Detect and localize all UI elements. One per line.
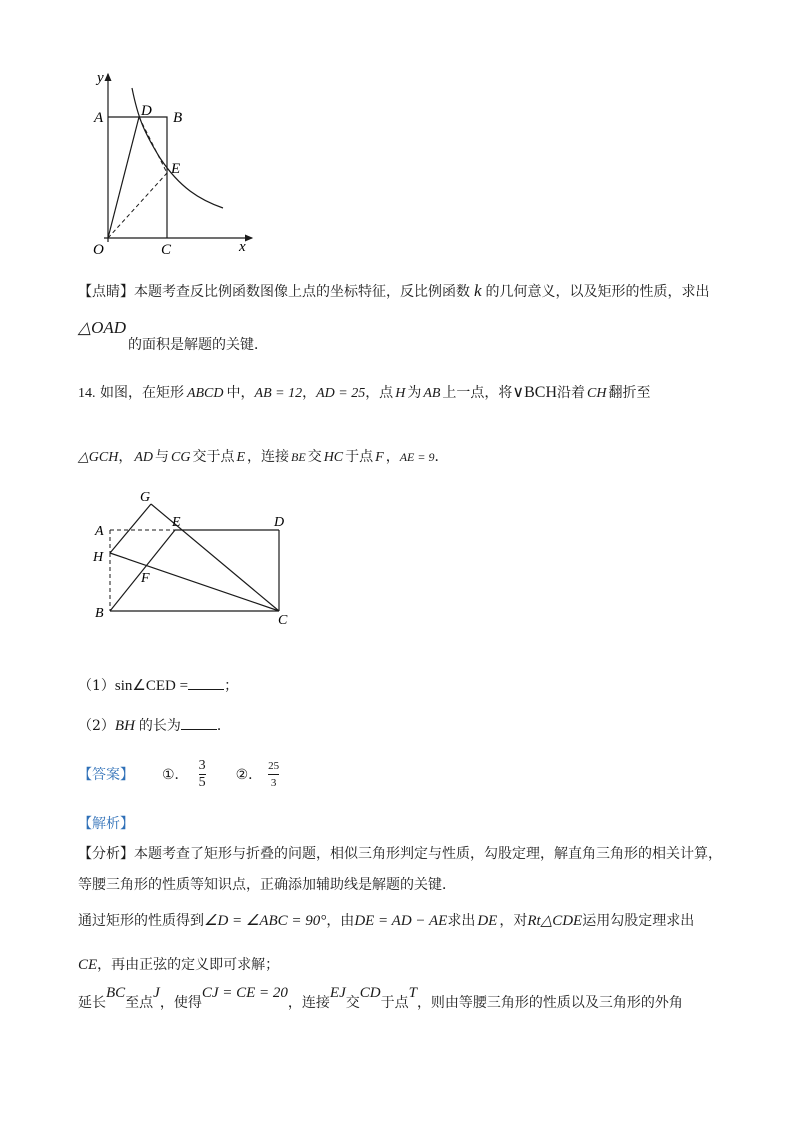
dianjing-tri: △OAD bbox=[78, 318, 127, 337]
question-number: （1） bbox=[78, 678, 115, 694]
step-text: 运用勾股定理求出 bbox=[582, 913, 695, 929]
dianjing-line-2 bbox=[78, 318, 126, 338]
step-text: 通过矩形的性质得到 bbox=[78, 913, 204, 929]
problem-text: 为 bbox=[407, 385, 422, 401]
problem-text: ， bbox=[302, 385, 317, 401]
fenxi-tag: 【分析】 bbox=[78, 846, 134, 862]
fraction-denominator: 5 bbox=[198, 775, 206, 790]
question-1 bbox=[78, 675, 238, 695]
label-F: F bbox=[141, 571, 150, 586]
figure-2-folded-rectangle bbox=[85, 485, 300, 630]
problem-text: ，连接 bbox=[247, 449, 290, 465]
segment-DE-dashed bbox=[139, 117, 167, 173]
math-BH: BH bbox=[114, 718, 135, 734]
jiexi-tag: 【解析】 bbox=[78, 816, 134, 832]
label-D: D bbox=[141, 103, 152, 119]
fraction-numerator: 25 bbox=[268, 760, 280, 772]
label-E: E bbox=[172, 515, 181, 530]
problem-line-1 bbox=[78, 384, 650, 403]
math-GCH: △GCH bbox=[78, 450, 119, 465]
dianjing-text-2: 的几何意义，以及矩形的性质，求出 bbox=[485, 284, 710, 300]
step-text: ，使得 bbox=[159, 995, 202, 1011]
problem-text: 翻折至 bbox=[608, 385, 651, 401]
dianjing-line-1 bbox=[78, 282, 710, 301]
step-text: ，由 bbox=[326, 913, 355, 929]
problem-text: 上一点，将 bbox=[442, 385, 513, 401]
answer-tag: 【答案】 bbox=[78, 766, 134, 783]
problem-text: 如图，在矩形 bbox=[99, 385, 184, 401]
step-text: ，连接 bbox=[287, 995, 330, 1011]
fenxi-line-2 bbox=[78, 876, 456, 894]
problem-text: ． bbox=[434, 449, 449, 465]
label-C: C bbox=[161, 242, 172, 258]
math-CG: CG bbox=[171, 450, 191, 465]
problem-text: 中， bbox=[226, 385, 255, 401]
math-rt-CDE: Rt△CDE bbox=[527, 913, 583, 929]
problem-text: 于点 bbox=[345, 449, 374, 465]
math-CJ-eq: CJ = CE = 20 bbox=[201, 985, 288, 1001]
math-BE: BE bbox=[291, 450, 306, 464]
math-CH: CH bbox=[587, 386, 607, 401]
math-J: J bbox=[153, 985, 160, 1001]
fenxi-line-1 bbox=[78, 845, 722, 863]
label-H: H bbox=[93, 550, 104, 565]
math-ABCD: ABCD bbox=[186, 386, 224, 401]
math-AD25: AD = 25 bbox=[316, 386, 366, 401]
figure-1-reciprocal-graph bbox=[80, 60, 260, 260]
math-AD: AD bbox=[134, 450, 153, 465]
answer-1-number: ①． bbox=[162, 766, 189, 783]
label-y: y bbox=[97, 70, 104, 86]
fenxi-text-1: 本题考查了矩形与折叠的问题，相似三角形判定与性质，勾股定理，解直角三角形的相关计算， bbox=[134, 846, 722, 862]
dianjing-k: k bbox=[474, 281, 482, 300]
answer-2-fraction bbox=[268, 758, 279, 791]
question-2 bbox=[78, 715, 231, 735]
math-VBCH: ∨BCH bbox=[512, 384, 558, 401]
segment-HG bbox=[110, 504, 151, 553]
step-text: 延长 bbox=[78, 995, 106, 1011]
answer-2-number: ②． bbox=[235, 766, 263, 783]
label-x: x bbox=[239, 239, 246, 255]
label-B: B bbox=[173, 110, 183, 126]
math-BC: BC bbox=[106, 985, 126, 1001]
label-E: E bbox=[171, 161, 181, 177]
step-text: 于点 bbox=[380, 995, 409, 1011]
math-AB: AB bbox=[423, 386, 441, 401]
math-DE: DE bbox=[477, 913, 498, 929]
math-T: T bbox=[408, 985, 417, 1001]
math-sinCED: sin∠CED = bbox=[114, 678, 189, 694]
rectangle-OABC bbox=[108, 117, 167, 238]
step-text: ，对 bbox=[499, 913, 528, 929]
question-end: ． bbox=[216, 718, 231, 734]
step-text: ，则由等腰三角形的性质以及三角形的外角 bbox=[416, 995, 683, 1011]
problem-text: 交 bbox=[307, 449, 322, 465]
segment-GC bbox=[151, 504, 279, 611]
label-A: A bbox=[95, 524, 104, 539]
step-2-line bbox=[78, 985, 683, 1012]
math-DE-eq: DE = AD − AE bbox=[354, 913, 448, 929]
answer-blank bbox=[188, 675, 224, 690]
label-D: D bbox=[274, 515, 285, 530]
math-E: E bbox=[236, 450, 246, 465]
math-angle-eq: ∠D = ∠ABC = 90° bbox=[204, 913, 327, 929]
step-1-line-2 bbox=[78, 956, 279, 974]
problem-text: 与 bbox=[155, 449, 169, 465]
dianjing-tag: 【点睛】 bbox=[78, 284, 134, 300]
answer-1-fraction bbox=[199, 758, 206, 791]
problem-text: ， bbox=[385, 449, 400, 465]
math-AE9: AE = 9 bbox=[399, 450, 435, 464]
fraction-denominator: 3 bbox=[270, 777, 277, 789]
math-CD: CD bbox=[359, 985, 381, 1001]
math-H: H bbox=[395, 386, 406, 401]
segment-OD bbox=[108, 117, 139, 238]
math-HC: HC bbox=[323, 450, 344, 465]
dianjing-text-3: 的面积是解题的关键． bbox=[128, 337, 268, 353]
math-EJ: EJ bbox=[329, 985, 346, 1001]
segment-HC bbox=[110, 553, 279, 611]
label-C: C bbox=[278, 613, 288, 628]
problem-text: ， bbox=[118, 449, 133, 465]
math-CE: CE bbox=[78, 957, 98, 973]
dianjing-text-1: 本题考查反比例函数图像上点的坐标特征，反比例函数 bbox=[134, 284, 470, 300]
problem-text: ，点 bbox=[365, 385, 394, 401]
answer-blank bbox=[181, 715, 217, 730]
problem-text: 沿着 bbox=[557, 385, 586, 401]
problem-line-2 bbox=[78, 448, 448, 467]
step-text: 至点 bbox=[125, 995, 154, 1011]
fraction-numerator: 3 bbox=[198, 758, 206, 773]
problem-text: 交于点 bbox=[192, 449, 235, 465]
label-G: G bbox=[140, 490, 151, 505]
math-AB12: AB = 12 bbox=[254, 386, 303, 401]
problem-number: 14. bbox=[78, 386, 96, 401]
dianjing-line-2b bbox=[128, 336, 268, 354]
math-F: F bbox=[375, 450, 384, 465]
step-text: 交 bbox=[345, 995, 360, 1011]
answer-line bbox=[78, 758, 279, 791]
step-text: 求出 bbox=[447, 913, 476, 929]
label-O: O bbox=[93, 242, 104, 258]
label-A: A bbox=[94, 110, 104, 126]
fenxi-text-2: 等腰三角形的性质等知识点，正确添加辅助线是解题的关键． bbox=[78, 877, 456, 893]
step-1-line-1 bbox=[78, 912, 694, 930]
label-B: B bbox=[95, 606, 104, 621]
question-text: 的长为 bbox=[138, 718, 181, 734]
question-end: ； bbox=[224, 678, 239, 694]
question-number: （2） bbox=[78, 718, 115, 734]
step-text: ，再由正弦的定义即可求解； bbox=[97, 957, 280, 973]
